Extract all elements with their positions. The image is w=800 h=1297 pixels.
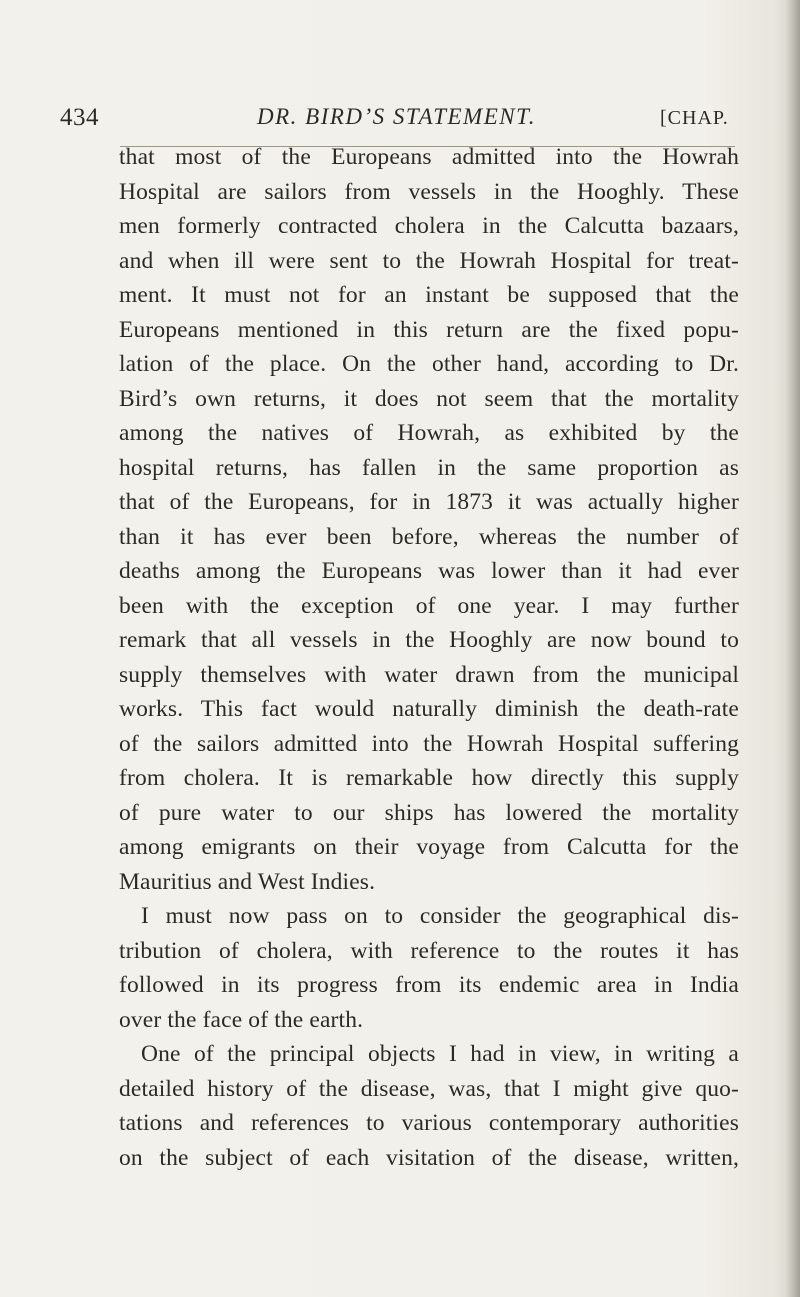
text-line: tribution of cholera, with reference to the routes it has bbox=[119, 937, 739, 964]
text-line: supply themselves with water drawn from the municipal bbox=[119, 661, 739, 688]
running-head bbox=[60, 92, 740, 132]
text-line: ment. It must not for an instant be supposed that the bbox=[119, 282, 739, 308]
text-line: on the subject of each visitation of the disease, written, bbox=[119, 1144, 739, 1171]
text-line: Europeans mentioned in this return are the fixed popu- bbox=[119, 316, 739, 343]
text-line: among the natives of Howrah, as exhibited by the bbox=[119, 420, 739, 446]
text-line: and when ill were sent to the Howrah Hospital for treat- bbox=[119, 247, 739, 274]
text-line: over the face of the earth. bbox=[119, 1006, 364, 1033]
paragraph-start-line: One of the principal objects I had in view, in writing a bbox=[141, 1041, 739, 1067]
text-line: remark that all vessels in the Hooghly are now bound to bbox=[119, 627, 739, 653]
text-line: hospital returns, has fallen in the same proportion as bbox=[119, 454, 739, 481]
text-line: lation of the place. On the other hand, according to Dr. bbox=[119, 351, 739, 377]
chapter-mark: [CHAP. bbox=[660, 107, 729, 129]
text-line: Bird’s own returns, it does not seem that the mortality bbox=[119, 385, 739, 412]
text-line: from cholera. It is remarkable how directly this supply bbox=[119, 765, 739, 791]
paragraph-start-line: I must now pass on to consider the geographical dis- bbox=[141, 903, 739, 929]
text-line: works. This fact would naturally diminish the death-rate bbox=[119, 696, 739, 722]
text-line: been with the exception of one year. I may further bbox=[119, 592, 739, 619]
text-line: tations and references to various contemporary authorities bbox=[119, 1110, 739, 1136]
text-line: of pure water to our ships has lowered the mortality bbox=[119, 799, 739, 826]
text-line: that of the Europeans, for in 1873 it was actually higher bbox=[119, 489, 739, 515]
text-line: men formerly contracted cholera in the Calcutta bazaars, bbox=[119, 213, 739, 239]
running-title: DR. BIRD’S STATEMENT. bbox=[257, 104, 536, 129]
text-line: deaths among the Europeans was lower than it had ever bbox=[119, 558, 739, 584]
text-line: of the sailors admitted into the Howrah Hospital suffering bbox=[119, 730, 739, 757]
page-edge-shadow bbox=[786, 0, 800, 1297]
text-line: Hospital are sailors from vessels in the Hooghly. These bbox=[119, 178, 739, 205]
text-line: that most of the Europeans admitted into the Howrah bbox=[119, 144, 739, 170]
text-line: detailed history of the disease, was, that I might give quo- bbox=[119, 1075, 739, 1102]
text-line: than it has ever been before, whereas the number of bbox=[119, 523, 739, 550]
text-line: Mauritius and West Indies. bbox=[119, 868, 376, 895]
text-line: among emigrants on their voyage from Calcutta for the bbox=[119, 834, 739, 860]
text-line: followed in its progress from its endemic area in India bbox=[119, 972, 739, 998]
body-text bbox=[119, 140, 739, 1175]
page-number: 434 bbox=[60, 104, 99, 131]
